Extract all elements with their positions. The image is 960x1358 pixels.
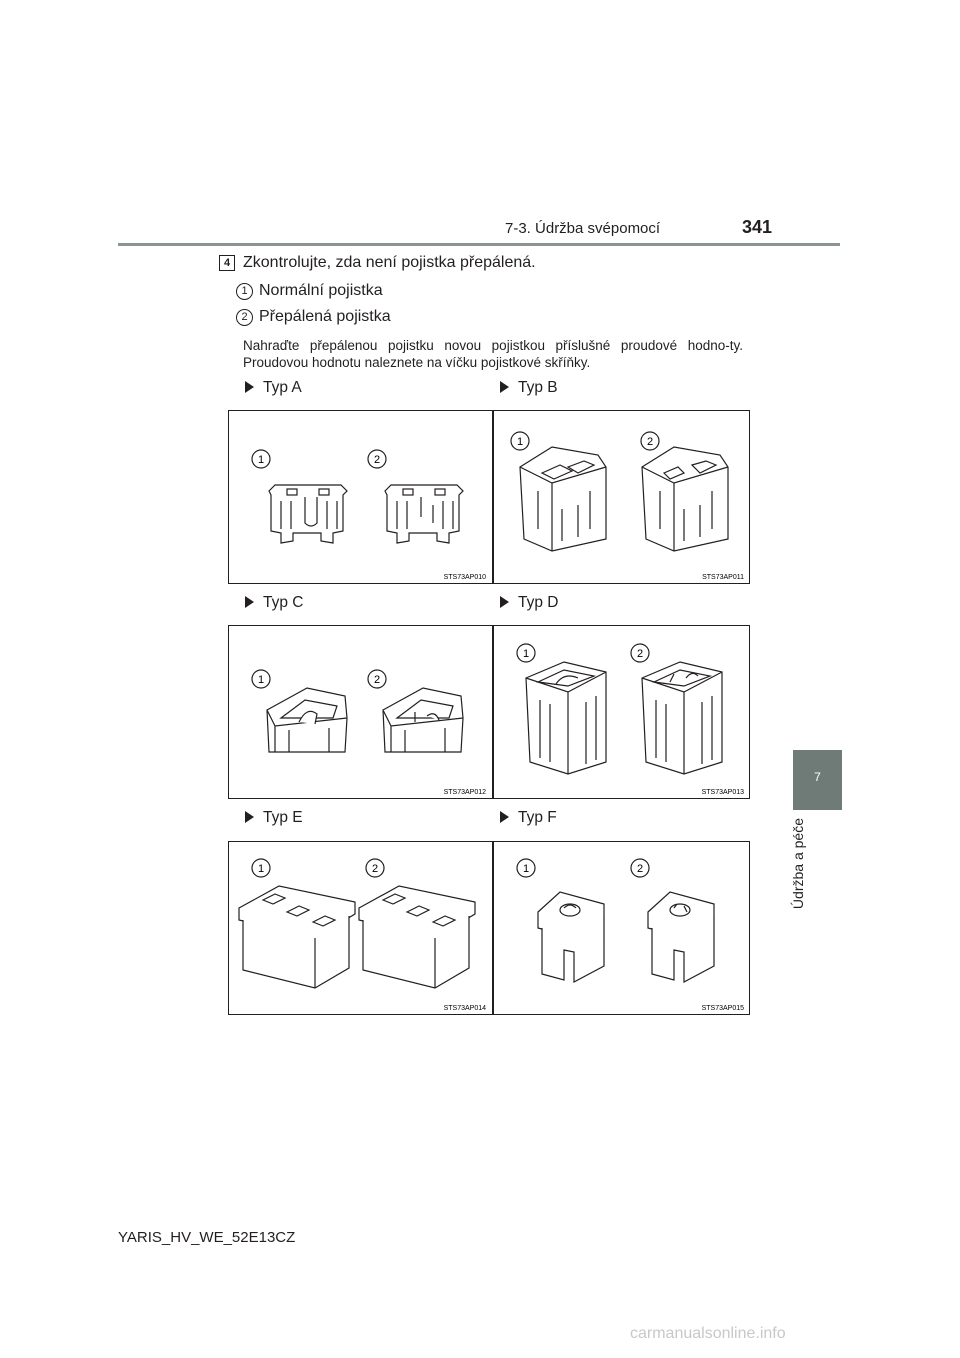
fig-b-num-2: 2 (646, 436, 654, 448)
item-number-1: 1 (236, 281, 253, 300)
type-label-c: Typ C (245, 594, 303, 612)
note-text: Nahraďte přepálenou pojistku novou pojistkou příslušné proudové hodno-ty. Proudovou hodnotu naleznete na víčku pojistkové skříňky. (243, 338, 743, 370)
footer-model-code: YARIS_HV_WE_52E13CZ (118, 1229, 296, 1246)
triangle-bullet-icon (245, 381, 254, 393)
fig-c-code: STS73AP012 (443, 789, 486, 796)
step-text: Zkontrolujte, zda není pojistka přepálená. (243, 254, 536, 271)
fuse-d-normal (526, 662, 606, 774)
figure-type-b (493, 410, 750, 584)
fuse-f-blown (648, 892, 714, 982)
figure-type-c (228, 625, 493, 799)
figure-type-e (228, 841, 493, 1015)
triangle-bullet-icon (245, 811, 254, 823)
fig-d-num-2: 2 (636, 648, 644, 660)
item-label-normal: Normální pojistka (259, 282, 383, 299)
type-label-e: Typ E (245, 809, 303, 827)
type-label-f: Typ F (500, 809, 557, 827)
type-label-a: Typ A (245, 379, 302, 397)
fig-b-code: STS73AP011 (702, 574, 744, 581)
fuse-b-blown (642, 447, 728, 551)
fuse-f-normal (538, 892, 604, 982)
fuse-c-normal (267, 688, 347, 752)
fig-a-num-1: 1 (257, 454, 265, 466)
fig-c-num-2: 2 (373, 674, 381, 686)
fig-b-num-1: 1 (516, 436, 524, 448)
fuse-a-normal (269, 485, 347, 543)
fig-d-num-1: 1 (522, 648, 530, 660)
triangle-bullet-icon (245, 596, 254, 608)
item-label-blown: Přepálená pojistka (259, 308, 391, 325)
header-rule (118, 243, 840, 246)
fuse-e-normal (239, 886, 355, 988)
fig-a-num-2: 2 (373, 454, 381, 466)
fuse-a-blown (385, 485, 463, 543)
chapter-label: Údržba a péče (790, 818, 806, 910)
item-number-2: 2 (236, 307, 253, 326)
figure-type-d (493, 625, 750, 799)
triangle-bullet-icon (500, 381, 509, 393)
fuse-d-blown (642, 662, 722, 774)
fuse-b-normal (520, 447, 606, 551)
fig-e-code: STS73AP014 (443, 1005, 486, 1012)
fuse-c-blown (383, 688, 463, 752)
section-title: 7-3. Údržba svépomocí (505, 220, 661, 237)
fig-f-code: STS73AP015 (701, 1005, 744, 1012)
fig-f-num-1: 1 (522, 863, 530, 875)
chapter-tab: 7 (793, 750, 842, 810)
fuse-e-blown (359, 886, 475, 988)
page-number: 341 (742, 217, 773, 237)
fig-e-num-1: 1 (257, 863, 265, 875)
type-label-b: Typ B (500, 379, 558, 397)
fig-d-code: STS73AP013 (701, 789, 744, 796)
figure-type-a (228, 410, 493, 584)
watermark: carmanualsonline.info (630, 1325, 786, 1342)
fig-c-num-1: 1 (257, 674, 265, 686)
fig-f-num-2: 2 (636, 863, 644, 875)
type-label-d: Typ D (500, 594, 558, 612)
figure-type-f (493, 841, 750, 1015)
fig-a-code: STS73AP010 (443, 574, 486, 581)
triangle-bullet-icon (500, 811, 509, 823)
fig-e-num-2: 2 (371, 863, 379, 875)
step-number-box: 4 (219, 253, 235, 271)
triangle-bullet-icon (500, 596, 509, 608)
